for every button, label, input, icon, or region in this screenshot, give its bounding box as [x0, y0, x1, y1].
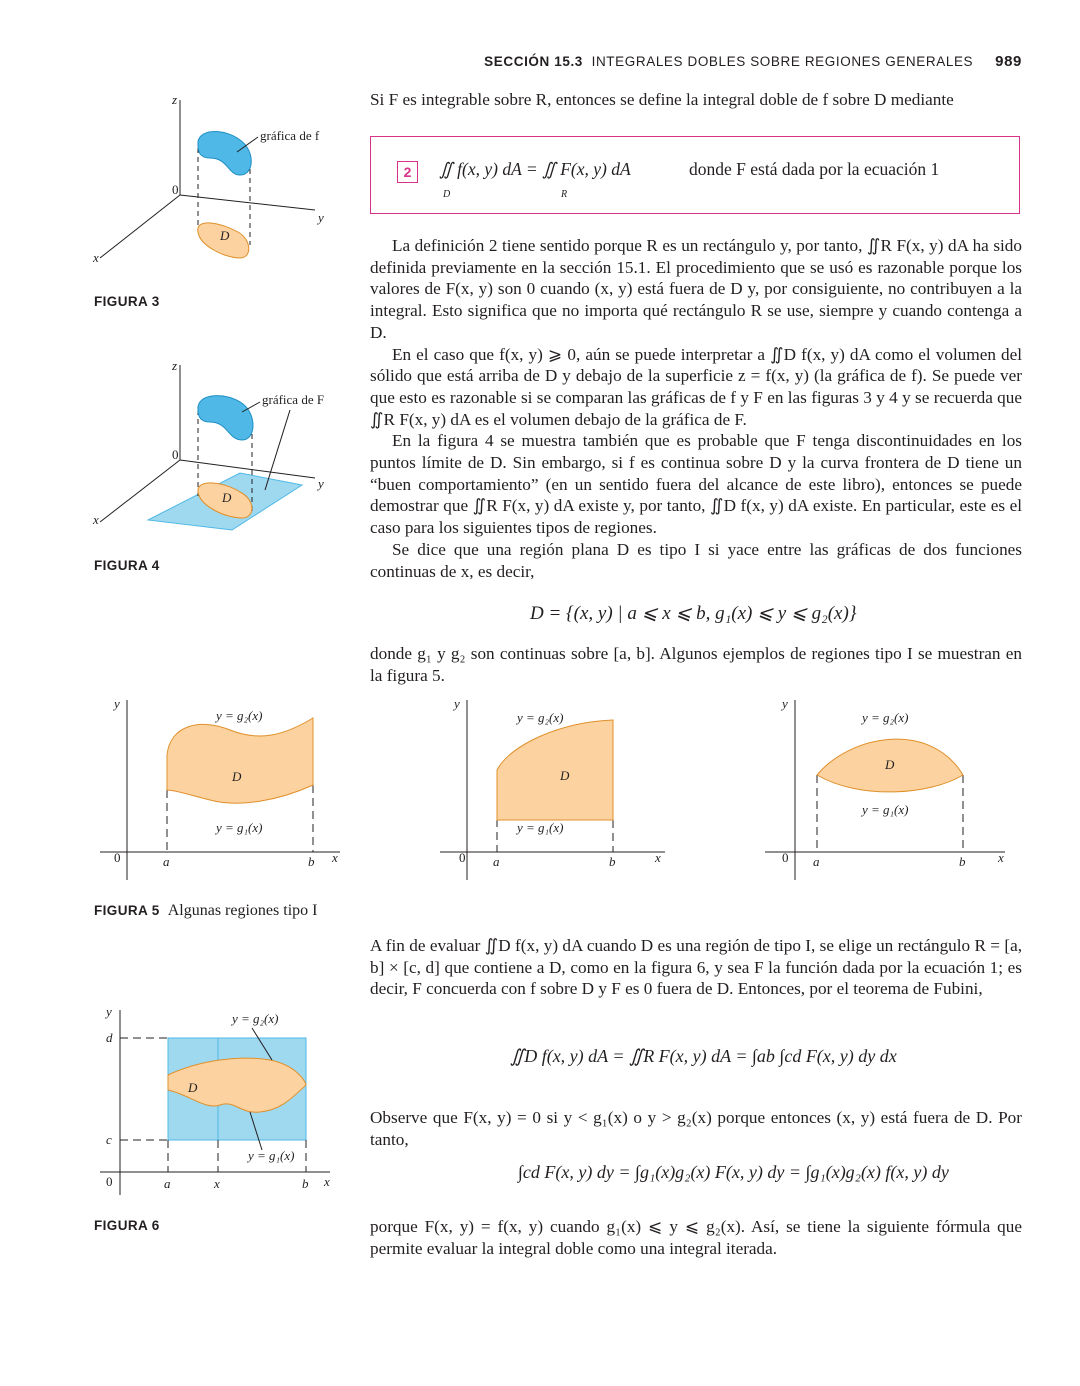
intro-text: Si F es integrable sobre R, entonces se define la integral doble de f sobre D mediante [370, 90, 954, 109]
axis-x: x [324, 1174, 330, 1189]
origin: 0 [114, 850, 121, 865]
paragraph: En la figura 4 se muestra también que es probable que F tenga discontinuidades en los puntos límite de D. Sin embargo, si f es continua sobre D y la curva frontera de D tiene un “buen comportamiento” (en un sentido fuera del alcance de este libro), entonces se puede demostrar que ∬R F(x, y) dA existe y, por tanto, ∬D f(x, y) dA existe. En particular, este es el caso para los siguientes tipos de regiones. [370, 431, 1022, 538]
region-label: D [560, 768, 570, 783]
definition-equation: ∬ f(x, y) dA = ∬ F(x, y) dA [439, 159, 631, 179]
axis-y: y [114, 696, 120, 711]
paragraph: Se dice que una región plana D es tipo I si yace entre las gráficas de dos funciones continuas de x, es decir, [370, 539, 1022, 581]
after-set-text: donde g₁ y g₂ son continuas sobre [a, b]. Algunos ejemplos de regiones tipo I se muestran en la figura 5. [370, 644, 1022, 685]
tick-a: a [813, 854, 820, 869]
closing-text: porque F(x, y) = f(x, y) cuando g₁(x) ⩽ y ⩽ g₂(x). Así, se tiene la siguiente fórmula que permite evaluar la integral doble como una integral iterada. [370, 1217, 1022, 1258]
fubini-equation: ∬D f(x, y) dA = ∬R F(x, y) dA = ∫ab ∫cd F(x, y) dy dx [510, 1046, 897, 1066]
axis-z: z [172, 358, 178, 373]
g2-label: y = g₂(x) [216, 708, 263, 723]
sub-r: R [561, 189, 568, 200]
tick-x: x [214, 1176, 220, 1191]
sub-d: D [443, 189, 451, 200]
figure-3-caption: FIGURA 3 [94, 294, 160, 309]
tick-c: c [106, 1132, 112, 1147]
origin: 0 [106, 1174, 113, 1189]
page-number: 989 [995, 53, 1022, 70]
section-number: SECCIÓN 15.3 [484, 54, 583, 69]
definition-number: 2 [397, 161, 418, 183]
g1-label: y = g₁(x) [216, 820, 263, 835]
axis-x: x [655, 850, 661, 865]
axis-z: z [172, 92, 178, 107]
tick-a: a [164, 1176, 171, 1191]
inner-equation: ∫cd F(x, y) dy = ∫g₁(x)g₂(x) F(x, y) dy = ∫g₁(x)g₂(x) f(x, y) dy [518, 1162, 949, 1182]
origin: 0 [782, 850, 789, 865]
tick-d: d [106, 1030, 113, 1045]
caption-text: Algunas regiones tipo I [167, 902, 318, 919]
origin: 0 [172, 182, 179, 197]
region-label: D [220, 228, 230, 243]
g2-label: y = g₂(x) [232, 1011, 279, 1026]
g2-label: y = g₂(x) [517, 710, 564, 725]
axis-y: y [454, 696, 460, 711]
tick-b: b [609, 854, 616, 869]
axis-x: x [998, 850, 1004, 865]
tick-a: a [493, 854, 500, 869]
g1-label: y = g₁(x) [862, 802, 909, 817]
type-i-set: D = {(x, y) | a ⩽ x ⩽ b, g₁(x) ⩽ y ⩽ g₂(x)} [530, 603, 857, 624]
paragraph: En el caso que f(x, y) ⩾ 0, aún se puede interpretar a ∬D f(x, y) dA como el volumen del sólido que está arriba de D y debajo de la superficie z = f(x, y) (la gráfica de f). Se puede ver que esto es razonable si se comparan las gráficas de f y F en las figuras 3 y 4 y se recuerda que ∬R F(x, y) dA es el volumen debajo de la gráfica de F. [370, 344, 1022, 429]
axis-y: y [782, 696, 788, 711]
definition-note: donde F está dada por la ecuación 1 [689, 159, 940, 179]
figure-6-caption: FIGURA 6 [94, 1218, 160, 1233]
graph-label: gráfica de f [260, 128, 320, 143]
caption-label: FIGURA 5 [94, 903, 160, 918]
fubini-paragraph: A fin de evaluar ∬D f(x, y) dA cuando D es una región de tipo I, se elige un rectángulo R = [a, b] × [c, d] que contiene a D, como en la figura 6, y sea F la función dada por la ecuación 1; es decir, F concuerda con f sobre D y F es 0 fuera de D. Entonces, por el teorema de Fubini, [370, 936, 1022, 999]
g1-label: y = g₁(x) [248, 1148, 295, 1163]
axis-x: x [332, 850, 338, 865]
graph-label: gráfica de F [262, 392, 325, 407]
figure-6 [0, 0, 360, 1200]
axis-y: y [318, 476, 324, 491]
tick-b: b [308, 854, 315, 869]
g2-label: y = g₂(x) [862, 710, 909, 725]
tick-b: b [959, 854, 966, 869]
section-title: INTEGRALES DOBLES SOBRE REGIONES GENERALES [591, 54, 974, 69]
origin: 0 [172, 447, 179, 462]
region-label: D [222, 490, 232, 505]
observe-text: Observe que F(x, y) = 0 si y < g₁(x) o y > g₂(x) porque entonces (x, y) está fuera de D. Por tanto, [370, 1108, 1022, 1149]
origin: 0 [459, 850, 466, 865]
axis-y: y [318, 210, 324, 225]
tick-a: a [163, 854, 170, 869]
paragraph: La definición 2 tiene sentido porque R es un rectángulo y, por tanto, ∬R F(x, y) dA ha sido definida previamente en la sección 15.1. El procedimiento que se usó es razonable porque los valores de F(x, y) son 0 cuando (x, y) está fuera de D y, por consiguiente, no contribuyen a la integral. Esto significa que no importa qué rectángulo R se use, siempre y cuando contenga a D. [370, 236, 1022, 342]
tick-b: b [302, 1176, 309, 1191]
g1-label: y = g₁(x) [517, 820, 564, 835]
axis-x: x [93, 250, 99, 265]
region-label: D [232, 769, 242, 784]
axis-x: x [93, 512, 99, 527]
region-label: D [188, 1080, 198, 1095]
axis-y: y [106, 1004, 112, 1019]
figure-4-caption: FIGURA 4 [94, 558, 160, 573]
region-label: D [885, 757, 895, 772]
